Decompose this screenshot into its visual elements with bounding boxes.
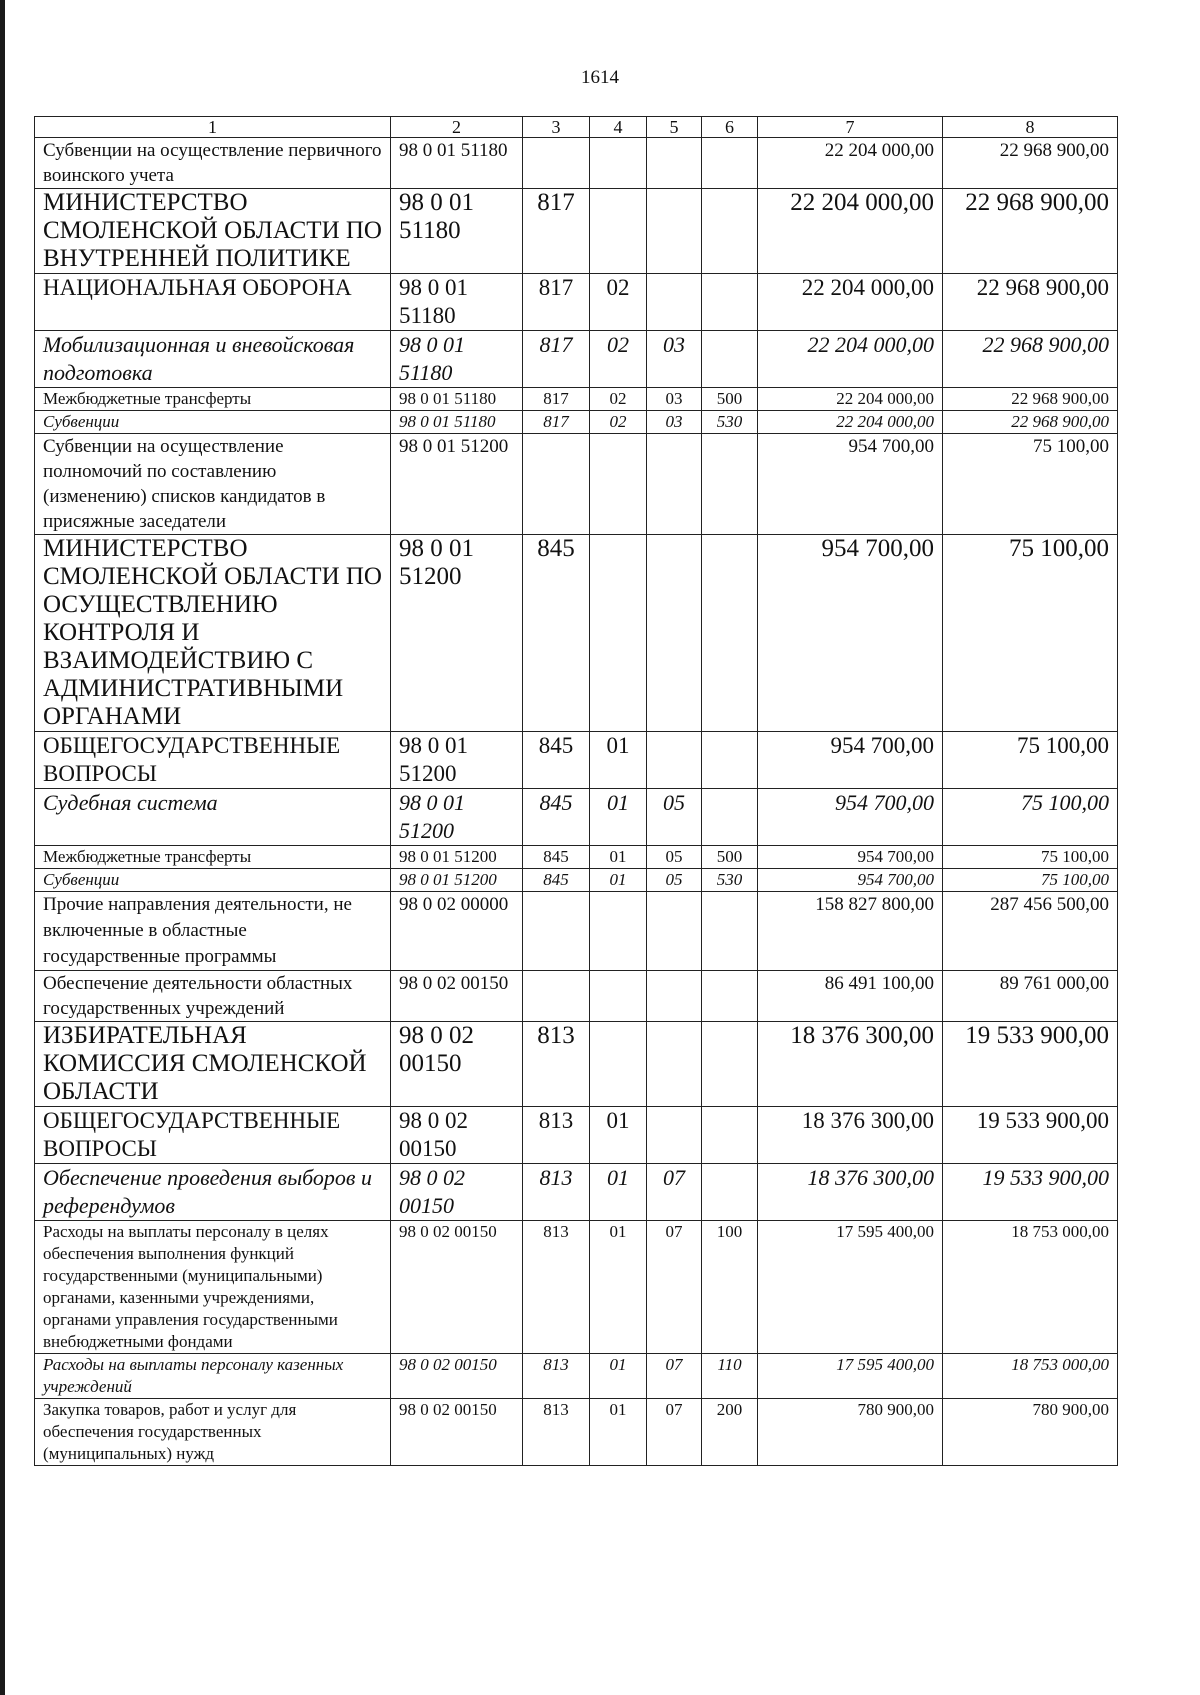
section-code	[590, 138, 647, 189]
ministry-code: 845	[523, 846, 590, 869]
amount-year-1: 18 376 300,00	[758, 1164, 943, 1221]
subsection-code: 07	[647, 1164, 702, 1221]
expense-type-code	[702, 535, 758, 732]
target-article-code: 98 0 02 00150	[391, 1107, 523, 1164]
row-name: НАЦИОНАЛЬНАЯ ОБОРОНА	[35, 274, 391, 331]
ministry-code: 813	[523, 1221, 590, 1354]
expense-type-code	[702, 274, 758, 331]
table-row	[35, 388, 1118, 411]
subsection-code: 07	[647, 1221, 702, 1354]
table-row	[35, 1221, 1118, 1354]
section-code: 02	[590, 411, 647, 434]
expense-type-code	[702, 789, 758, 846]
amount-year-1: 158 827 800,00	[758, 892, 943, 971]
target-article-code: 98 0 02 00150	[391, 1354, 523, 1399]
table-body	[35, 138, 1118, 1466]
table-row	[35, 189, 1118, 274]
table-row	[35, 869, 1118, 892]
subsection-code	[647, 892, 702, 971]
subsection-code	[647, 535, 702, 732]
row-name: Обеспечение проведения выборов и референдумов	[35, 1164, 391, 1221]
amount-year-1: 954 700,00	[758, 434, 943, 535]
amount-year-2: 22 968 900,00	[943, 411, 1118, 434]
row-name: Судебная система	[35, 789, 391, 846]
amount-year-1: 954 700,00	[758, 732, 943, 789]
ministry-code: 817	[523, 274, 590, 331]
subsection-code: 05	[647, 846, 702, 869]
ministry-code	[523, 434, 590, 535]
expense-type-code: 100	[702, 1221, 758, 1354]
section-code: 02	[590, 274, 647, 331]
subsection-code: 03	[647, 388, 702, 411]
target-article-code: 98 0 01 51180	[391, 189, 523, 274]
row-name: МИНИСТЕРСТВО СМОЛЕНСКОЙ ОБЛАСТИ ПО ОСУЩЕСТВЛЕНИЮ КОНТРОЛЯ И ВЗАИМОДЕЙСТВИЮ С АДМИНИСТРАТИВНЫМИ ОРГАНАМИ	[35, 535, 391, 732]
amount-year-2: 18 753 000,00	[943, 1354, 1118, 1399]
subsection-code: 03	[647, 411, 702, 434]
ministry-code: 817	[523, 331, 590, 388]
amount-year-2: 19 533 900,00	[943, 1022, 1118, 1107]
target-article-code: 98 0 01 51180	[391, 274, 523, 331]
column-header: 5	[647, 117, 702, 138]
amount-year-2: 22 968 900,00	[943, 331, 1118, 388]
row-name: Обеспечение деятельности областных государственных учреждений	[35, 971, 391, 1022]
table-row	[35, 789, 1118, 846]
amount-year-1: 22 204 000,00	[758, 138, 943, 189]
section-code	[590, 1022, 647, 1107]
target-article-code: 98 0 01 51200	[391, 732, 523, 789]
expense-type-code: 530	[702, 869, 758, 892]
ministry-code: 813	[523, 1107, 590, 1164]
table-row	[35, 274, 1118, 331]
amount-year-2: 19 533 900,00	[943, 1164, 1118, 1221]
expense-type-code: 500	[702, 846, 758, 869]
amount-year-1: 780 900,00	[758, 1399, 943, 1466]
expense-type-code	[702, 138, 758, 189]
amount-year-1: 22 204 000,00	[758, 331, 943, 388]
section-code	[590, 971, 647, 1022]
section-code: 01	[590, 1221, 647, 1354]
section-code	[590, 189, 647, 274]
column-header: 7	[758, 117, 943, 138]
amount-year-2: 22 968 900,00	[943, 274, 1118, 331]
ministry-code	[523, 892, 590, 971]
table-row	[35, 846, 1118, 869]
amount-year-2: 287 456 500,00	[943, 892, 1118, 971]
amount-year-1: 954 700,00	[758, 789, 943, 846]
section-code	[590, 535, 647, 732]
expense-type-code: 200	[702, 1399, 758, 1466]
expense-type-code	[702, 892, 758, 971]
table-row	[35, 138, 1118, 189]
column-header: 3	[523, 117, 590, 138]
ministry-code: 817	[523, 388, 590, 411]
ministry-code: 813	[523, 1022, 590, 1107]
column-header: 1	[35, 117, 391, 138]
section-code: 01	[590, 1164, 647, 1221]
amount-year-1: 954 700,00	[758, 535, 943, 732]
row-name: МИНИСТЕРСТВО СМОЛЕНСКОЙ ОБЛАСТИ ПО ВНУТРЕННЕЙ ПОЛИТИКЕ	[35, 189, 391, 274]
subsection-code	[647, 189, 702, 274]
subsection-code: 05	[647, 869, 702, 892]
target-article-code: 98 0 02 00000	[391, 892, 523, 971]
target-article-code: 98 0 01 51200	[391, 869, 523, 892]
target-article-code: 98 0 01 51180	[391, 138, 523, 189]
section-code: 01	[590, 869, 647, 892]
amount-year-2: 19 533 900,00	[943, 1107, 1118, 1164]
table-row	[35, 1354, 1118, 1399]
section-code: 02	[590, 388, 647, 411]
ministry-code: 813	[523, 1354, 590, 1399]
column-header: 8	[943, 117, 1118, 138]
table-row	[35, 434, 1118, 535]
ministry-code: 813	[523, 1164, 590, 1221]
expense-type-code	[702, 331, 758, 388]
target-article-code: 98 0 02 00150	[391, 971, 523, 1022]
table-row	[35, 1022, 1118, 1107]
subsection-code	[647, 434, 702, 535]
table-row	[35, 732, 1118, 789]
table-row	[35, 1164, 1118, 1221]
amount-year-2: 22 968 900,00	[943, 138, 1118, 189]
row-name: Субвенции	[35, 869, 391, 892]
subsection-code	[647, 274, 702, 331]
section-code: 01	[590, 1107, 647, 1164]
subsection-code: 07	[647, 1399, 702, 1466]
amount-year-2: 22 968 900,00	[943, 189, 1118, 274]
amount-year-2: 75 100,00	[943, 732, 1118, 789]
amount-year-1: 18 376 300,00	[758, 1022, 943, 1107]
amount-year-2: 75 100,00	[943, 789, 1118, 846]
target-article-code: 98 0 02 00150	[391, 1399, 523, 1466]
expense-type-code	[702, 1022, 758, 1107]
amount-year-2: 75 100,00	[943, 434, 1118, 535]
row-name: Межбюджетные трансферты	[35, 846, 391, 869]
page-number: 1614	[581, 67, 619, 88]
ministry-code: 845	[523, 869, 590, 892]
target-article-code: 98 0 01 51200	[391, 535, 523, 732]
row-name: Прочие направления деятельности, не включенные в областные государственные программы	[35, 892, 391, 971]
column-header: 2	[391, 117, 523, 138]
target-article-code: 98 0 01 51200	[391, 434, 523, 535]
subsection-code: 07	[647, 1354, 702, 1399]
amount-year-2: 22 968 900,00	[943, 388, 1118, 411]
amount-year-2: 75 100,00	[943, 846, 1118, 869]
subsection-code	[647, 1022, 702, 1107]
subsection-code: 03	[647, 331, 702, 388]
section-code: 01	[590, 732, 647, 789]
expense-type-code: 110	[702, 1354, 758, 1399]
section-code: 01	[590, 846, 647, 869]
amount-year-1: 954 700,00	[758, 869, 943, 892]
row-name: Закупка товаров, работ и услуг для обеспечения государственных (муниципальных) нужд	[35, 1399, 391, 1466]
amount-year-2: 18 753 000,00	[943, 1221, 1118, 1354]
expense-type-code	[702, 189, 758, 274]
table-row	[35, 1399, 1118, 1466]
row-name: ИЗБИРАТЕЛЬНАЯ КОМИССИЯ СМОЛЕНСКОЙ ОБЛАСТИ	[35, 1022, 391, 1107]
table-row	[35, 535, 1118, 732]
row-name: Межбюджетные трансферты	[35, 388, 391, 411]
ministry-code: 845	[523, 535, 590, 732]
subsection-code	[647, 971, 702, 1022]
amount-year-1: 22 204 000,00	[758, 411, 943, 434]
amount-year-2: 75 100,00	[943, 869, 1118, 892]
amount-year-1: 954 700,00	[758, 846, 943, 869]
ministry-code: 817	[523, 411, 590, 434]
amount-year-1: 86 491 100,00	[758, 971, 943, 1022]
section-code	[590, 892, 647, 971]
table-row	[35, 971, 1118, 1022]
expense-type-code: 530	[702, 411, 758, 434]
row-name: Расходы на выплаты персоналу казенных учреждений	[35, 1354, 391, 1399]
amount-year-2: 89 761 000,00	[943, 971, 1118, 1022]
amount-year-1: 22 204 000,00	[758, 388, 943, 411]
row-name: ОБЩЕГОСУДАРСТВЕННЫЕ ВОПРОСЫ	[35, 1107, 391, 1164]
ministry-code: 813	[523, 1399, 590, 1466]
table-row	[35, 1107, 1118, 1164]
section-code: 01	[590, 789, 647, 846]
subsection-code: 05	[647, 789, 702, 846]
row-name: Субвенции	[35, 411, 391, 434]
expense-type-code	[702, 732, 758, 789]
row-name: Субвенции на осуществление первичного воинского учета	[35, 138, 391, 189]
target-article-code: 98 0 01 51200	[391, 789, 523, 846]
row-name: Мобилизационная и вневойсковая подготовка	[35, 331, 391, 388]
column-header: 4	[590, 117, 647, 138]
target-article-code: 98 0 01 51180	[391, 331, 523, 388]
row-name: ОБЩЕГОСУДАРСТВЕННЫЕ ВОПРОСЫ	[35, 732, 391, 789]
amount-year-2: 780 900,00	[943, 1399, 1118, 1466]
column-header: 6	[702, 117, 758, 138]
section-code	[590, 434, 647, 535]
amount-year-1: 17 595 400,00	[758, 1354, 943, 1399]
amount-year-2: 75 100,00	[943, 535, 1118, 732]
expense-type-code	[702, 434, 758, 535]
target-article-code: 98 0 02 00150	[391, 1221, 523, 1354]
amount-year-1: 22 204 000,00	[758, 189, 943, 274]
expense-type-code: 500	[702, 388, 758, 411]
table-row	[35, 892, 1118, 971]
page-edge	[0, 0, 5, 1695]
section-code: 02	[590, 331, 647, 388]
section-code: 01	[590, 1354, 647, 1399]
ministry-code: 845	[523, 789, 590, 846]
ministry-code: 845	[523, 732, 590, 789]
amount-year-1: 17 595 400,00	[758, 1221, 943, 1354]
amount-year-1: 18 376 300,00	[758, 1107, 943, 1164]
row-name: Расходы на выплаты персоналу в целях обеспечения выполнения функций государственными (муниципальными) органами, казенными учреждениями, органами управления государственными внебюджетными фондами	[35, 1221, 391, 1354]
table-row	[35, 331, 1118, 388]
ministry-code	[523, 138, 590, 189]
expense-type-code	[702, 1107, 758, 1164]
expense-type-code	[702, 971, 758, 1022]
target-article-code: 98 0 01 51180	[391, 411, 523, 434]
subsection-code	[647, 1107, 702, 1164]
section-code: 01	[590, 1399, 647, 1466]
column-number-row	[35, 117, 1118, 138]
subsection-code	[647, 732, 702, 789]
ministry-code: 817	[523, 189, 590, 274]
amount-year-1: 22 204 000,00	[758, 274, 943, 331]
subsection-code	[647, 138, 702, 189]
row-name: Субвенции на осуществление полномочий по составлению (изменению) списков кандидатов в присяжные заседатели	[35, 434, 391, 535]
target-article-code: 98 0 01 51180	[391, 388, 523, 411]
ministry-code	[523, 971, 590, 1022]
target-article-code: 98 0 02 00150	[391, 1022, 523, 1107]
target-article-code: 98 0 02 00150	[391, 1164, 523, 1221]
target-article-code: 98 0 01 51200	[391, 846, 523, 869]
budget-table	[34, 116, 1118, 1466]
table-row	[35, 411, 1118, 434]
expense-type-code	[702, 1164, 758, 1221]
